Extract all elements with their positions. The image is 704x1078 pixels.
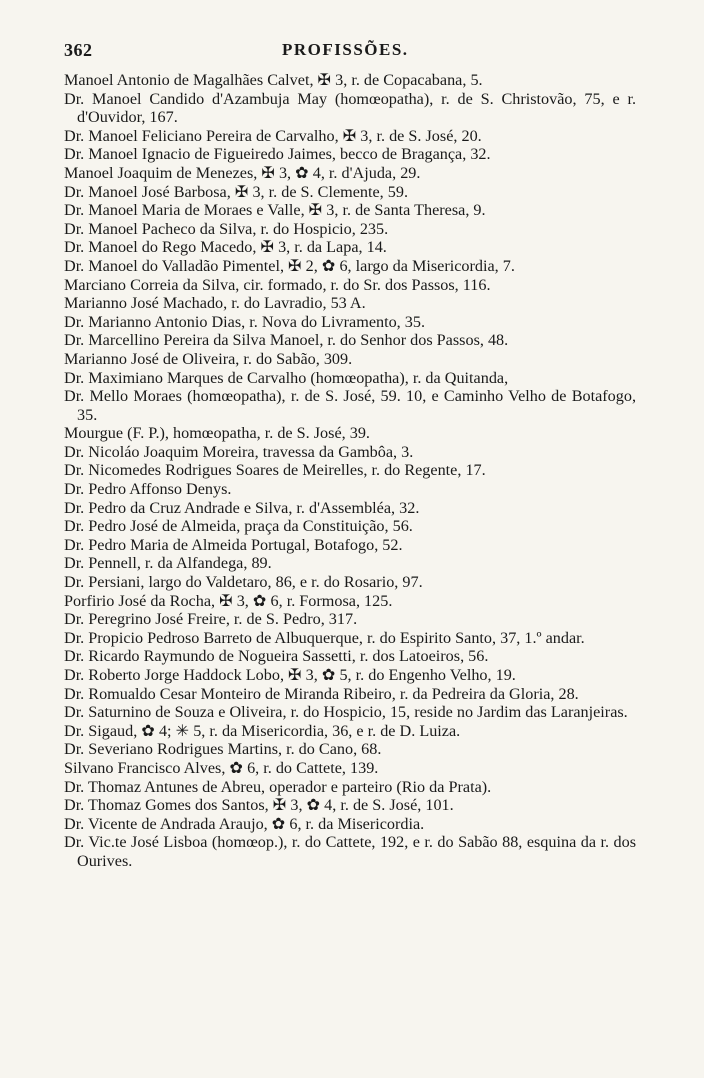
list-item: Dr. Manoel Ignacio de Figueiredo Jaimes, becco de Bragança, 32.	[64, 145, 491, 164]
list-item: Dr. Pedro Maria de Almeida Portugal, Botafogo, 52.	[64, 535, 403, 554]
list-item: Dr. Sigaud, ✿ 4; ✳ 5, r. da Misericordia, 36, e r. de D. Luiza.	[64, 721, 461, 740]
list-item: Dr. Vic.te José Lisboa (homœop.), r. do Cattete, 192, e r. do Sabão 88, esquina da r. dos Ourives.	[64, 833, 636, 870]
list-item: Dr. Persiani, largo do Valdetaro, 86, e r. do Rosario, 97.	[64, 573, 423, 592]
list-item: Dr. Manoel Candido d'Azambuja May (homœopatha), r. de S. Christovão, 75, e r. d'Ouvidor, 167.	[64, 89, 636, 127]
list-item: Manoel Antonio de Magalhães Calvet, ✠ 3, r. de Copacabana, 5.	[64, 71, 483, 89]
list-item: Dr. Romualdo Cesar Monteiro de Miranda Ribeiro, r. da Pedreira da Gloria, 28.	[64, 684, 579, 703]
list-item: Dr. Pedro Affonso Denys.	[64, 480, 232, 499]
list-item: Dr. Thomaz Antunes de Abreu, operador e parteiro (Rio da Prata).	[64, 777, 492, 796]
page-header	[64, 40, 624, 66]
list-item: Dr. Saturnino de Souza e Oliveira, r. do Hospicio, 15, reside no Jardim das Laranjeiras.	[64, 703, 628, 722]
list-item: Dr. Nicomedes Rodrigues Soares de Meirelles, r. do Regente, 17.	[64, 461, 486, 480]
list-item: Dr. Propicio Pedroso Barreto de Albuquerque, r. do Espirito Santo, 37, 1.º andar.	[64, 628, 585, 647]
list-item: Dr. Pedro da Cruz Andrade e Silva, r. d'Assembléa, 32.	[64, 498, 420, 517]
list-item: Dr. Severiano Rodrigues Martins, r. do Cano, 68.	[64, 740, 382, 759]
list-item: Dr. Manoel Maria de Moraes e Valle, ✠ 3, r. de Santa Theresa, 9.	[64, 201, 486, 220]
list-item: Marciano Correia da Silva, cir. formado, r. do Sr. dos Passos, 116.	[64, 275, 491, 294]
list-item: Dr. Maximiano Marques de Carvalho (homœopatha), r. da Quitanda,	[64, 368, 509, 387]
list-item: Dr. Roberto Jorge Haddock Lobo, ✠ 3, ✿ 5, r. do Engenho Velho, 19.	[64, 666, 516, 684]
list-item: Marianno José de Oliveira, r. do Sabão, 309.	[64, 349, 353, 368]
list-item: Marianno José Machado, r. do Lavradio, 53 A.	[64, 294, 366, 313]
list-item: Dr. Vicente de Andrada Araujo, ✿ 6, r. da Misericordia.	[64, 814, 425, 833]
page-number: 362	[64, 40, 93, 60]
list-item: Mourgue (F. P.), homœopatha, r. de S. José, 39.	[64, 424, 370, 443]
list-item: Dr. Ricardo Raymundo de Nogueira Sassetti, r. dos Latoeiros, 56.	[64, 647, 489, 666]
list-item: Dr. Manoel do Rego Macedo, ✠ 3, r. da Lapa, 14.	[64, 238, 387, 257]
list-item: Dr. Pedro José de Almeida, praça da Constituição, 56.	[64, 517, 413, 536]
list-item: Dr. Manoel José Barbosa, ✠ 3, r. de S. Clemente, 59.	[64, 182, 409, 201]
list-item: Dr. Mello Moraes (homœopatha), r. de S. José, 59. 10, e Caminho Velho de Botafogo, 35.	[64, 387, 636, 424]
running-title: PROFISSÕES.	[282, 40, 409, 59]
list-item: Dr. Peregrino José Freire, r. de S. Pedro, 317.	[64, 610, 358, 629]
list-item: Dr. Marcellino Pereira da Silva Manoel, r. do Senhor dos Passos, 48.	[64, 331, 509, 350]
list-item: Dr. Manoel Pacheco da Silva, r. do Hospicio, 235.	[64, 219, 389, 238]
list-item: Silvano Francisco Alves, ✿ 6, r. do Cattete, 139.	[64, 758, 379, 777]
list-item: Dr. Pennell, r. da Alfandega, 89.	[64, 554, 272, 573]
list-item: Dr. Thomaz Gomes dos Santos, ✠ 3, ✿ 4, r. de S. José, 101.	[64, 796, 454, 815]
list-item: Dr. Manoel do Valladão Pimentel, ✠ 2, ✿ 6, largo da Misericordia, 7.	[64, 256, 515, 275]
directory-list	[64, 71, 636, 871]
list-item: Manoel Joaquim de Menezes, ✠ 3, ✿ 4, r. d'Ajuda, 29.	[64, 163, 421, 182]
list-item: Dr. Nicoláo Joaquim Moreira, travessa da Gambôa, 3.	[64, 442, 414, 461]
list-item: Dr. Manoel Feliciano Pereira de Carvalho, ✠ 3, r. de S. José, 20.	[64, 126, 482, 145]
list-item: Dr. Marianno Antonio Dias, r. Nova do Livramento, 35.	[64, 312, 426, 331]
list-item: Porfirio José da Rocha, ✠ 3, ✿ 6, r. Formosa, 125.	[64, 591, 393, 610]
